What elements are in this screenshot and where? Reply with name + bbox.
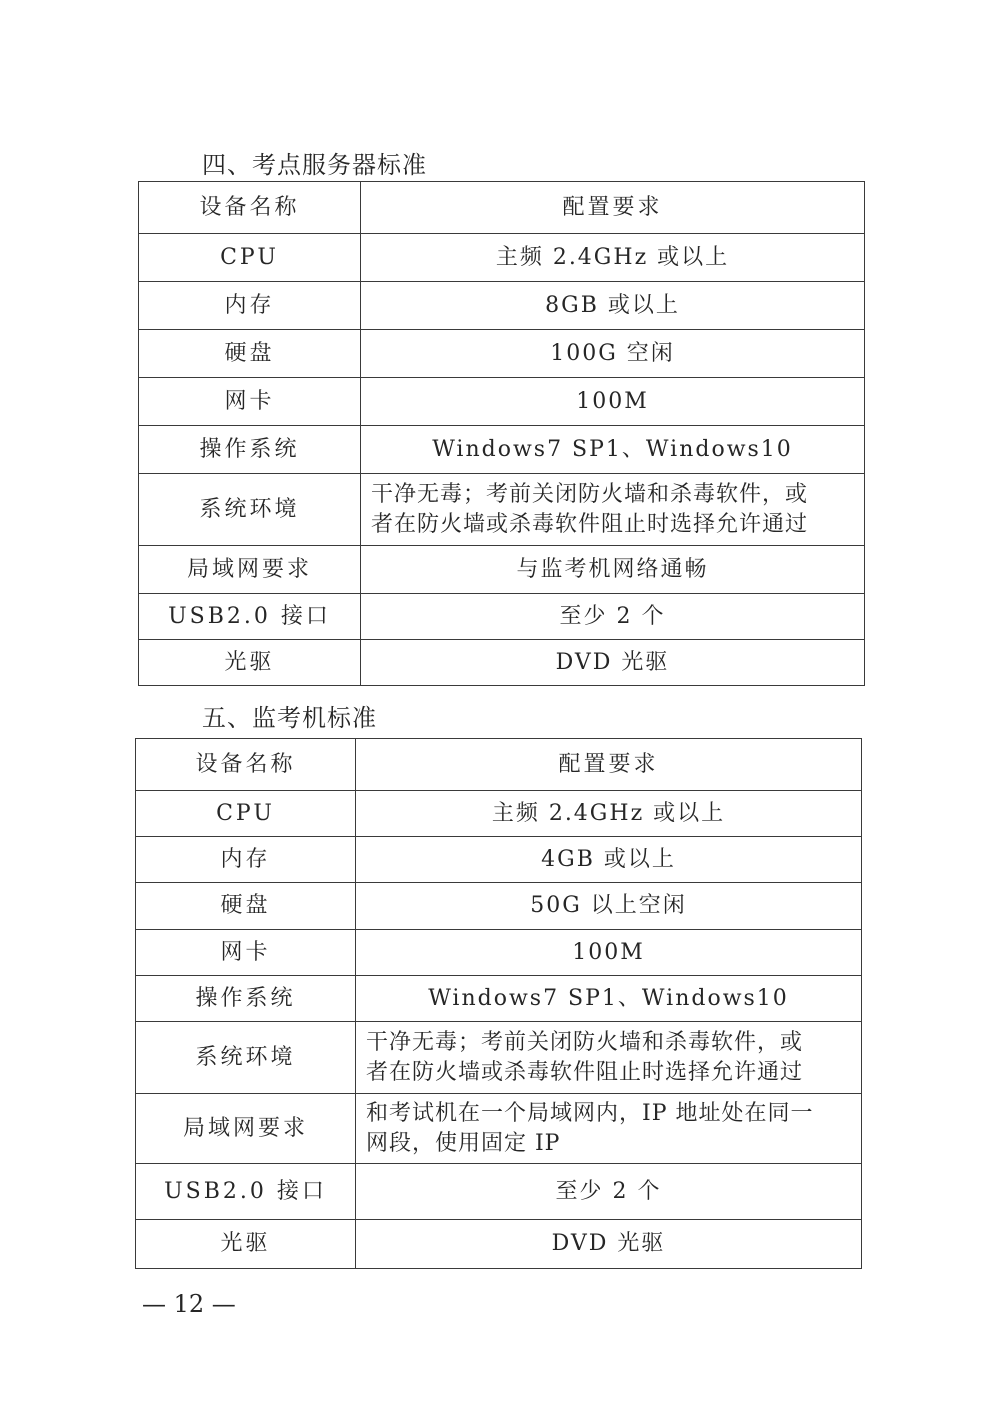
header-requirement: 配置要求 xyxy=(356,739,862,791)
requirement-cell: 与监考机网络通畅 xyxy=(361,546,865,594)
table-row xyxy=(136,930,862,976)
device-name-cell: 内存 xyxy=(139,282,361,330)
table-row xyxy=(136,883,862,930)
device-name-cell: CPU xyxy=(136,791,356,837)
table-row xyxy=(136,1220,862,1269)
requirement-line: 者在防火墙或杀毒软件阻止时选择允许通过 xyxy=(371,511,809,537)
table-header-row xyxy=(136,739,862,791)
device-name-cell: 网卡 xyxy=(139,378,361,426)
table-row xyxy=(136,976,862,1022)
device-name-cell: USB2.0 接口 xyxy=(136,1164,356,1220)
requirement-line: 网段，使用固定 IP xyxy=(366,1130,561,1156)
table-row xyxy=(139,426,865,474)
section-4-title: 四、考点服务器标准 xyxy=(202,151,427,179)
requirement-cell: 100G 空闲 xyxy=(361,330,865,378)
requirement-cell xyxy=(361,474,865,546)
server-spec-table xyxy=(138,181,865,686)
requirement-cell: 至少 2 个 xyxy=(361,594,865,640)
requirement-cell: 100M xyxy=(356,930,862,976)
requirement-cell: 4GB 或以上 xyxy=(356,837,862,883)
device-name-cell: 局域网要求 xyxy=(136,1094,356,1164)
table-row xyxy=(139,282,865,330)
table-row xyxy=(139,234,865,282)
table-row xyxy=(136,1164,862,1220)
requirement-line: 和考试机在一个局域网内，IP 地址处在同一 xyxy=(366,1100,814,1126)
header-requirement: 配置要求 xyxy=(361,182,865,234)
requirement-cell: 50G 以上空闲 xyxy=(356,883,862,930)
table-header-row xyxy=(139,182,865,234)
requirement-cell: 至少 2 个 xyxy=(356,1164,862,1220)
requirement-line: 者在防火墙或杀毒软件阻止时选择允许通过 xyxy=(366,1059,804,1085)
requirement-line: 干净无毒；考前关闭防火墙和杀毒软件，或 xyxy=(366,1029,804,1055)
requirement-cell: 主频 2.4GHz 或以上 xyxy=(356,791,862,837)
device-name-cell: 操作系统 xyxy=(136,976,356,1022)
table-row xyxy=(136,1022,862,1094)
requirement-cell: Windows7 SP1、Windows10 xyxy=(361,426,865,474)
requirement-cell: DVD 光驱 xyxy=(361,640,865,686)
table-row xyxy=(139,594,865,640)
device-name-cell: CPU xyxy=(139,234,361,282)
device-name-cell: 硬盘 xyxy=(139,330,361,378)
device-name-cell: 系统环境 xyxy=(136,1022,356,1094)
header-device-name: 设备名称 xyxy=(136,739,356,791)
table-row xyxy=(139,546,865,594)
table-row xyxy=(136,837,862,883)
device-name-cell: 操作系统 xyxy=(139,426,361,474)
requirement-cell: 8GB 或以上 xyxy=(361,282,865,330)
device-name-cell: USB2.0 接口 xyxy=(139,594,361,640)
table-row xyxy=(136,1094,862,1164)
requirement-cell xyxy=(356,1094,862,1164)
device-name-cell: 内存 xyxy=(136,837,356,883)
device-name-cell: 硬盘 xyxy=(136,883,356,930)
requirement-cell: Windows7 SP1、Windows10 xyxy=(356,976,862,1022)
header-device-name: 设备名称 xyxy=(139,182,361,234)
page-number: — 12 — xyxy=(142,1290,236,1318)
table-row xyxy=(139,330,865,378)
requirement-line: 干净无毒；考前关闭防火墙和杀毒软件，或 xyxy=(371,481,809,507)
device-name-cell: 网卡 xyxy=(136,930,356,976)
table-row xyxy=(139,378,865,426)
table-row xyxy=(139,474,865,546)
device-name-cell: 光驱 xyxy=(139,640,361,686)
section-5-title: 五、监考机标准 xyxy=(202,704,377,732)
table-row xyxy=(139,640,865,686)
table-row xyxy=(136,791,862,837)
requirement-cell xyxy=(356,1022,862,1094)
device-name-cell: 局域网要求 xyxy=(139,546,361,594)
requirement-cell: 主频 2.4GHz 或以上 xyxy=(361,234,865,282)
requirement-cell: 100M xyxy=(361,378,865,426)
requirement-cell: DVD 光驱 xyxy=(356,1220,862,1269)
device-name-cell: 光驱 xyxy=(136,1220,356,1269)
invigilator-spec-table xyxy=(135,738,862,1269)
device-name-cell: 系统环境 xyxy=(139,474,361,546)
